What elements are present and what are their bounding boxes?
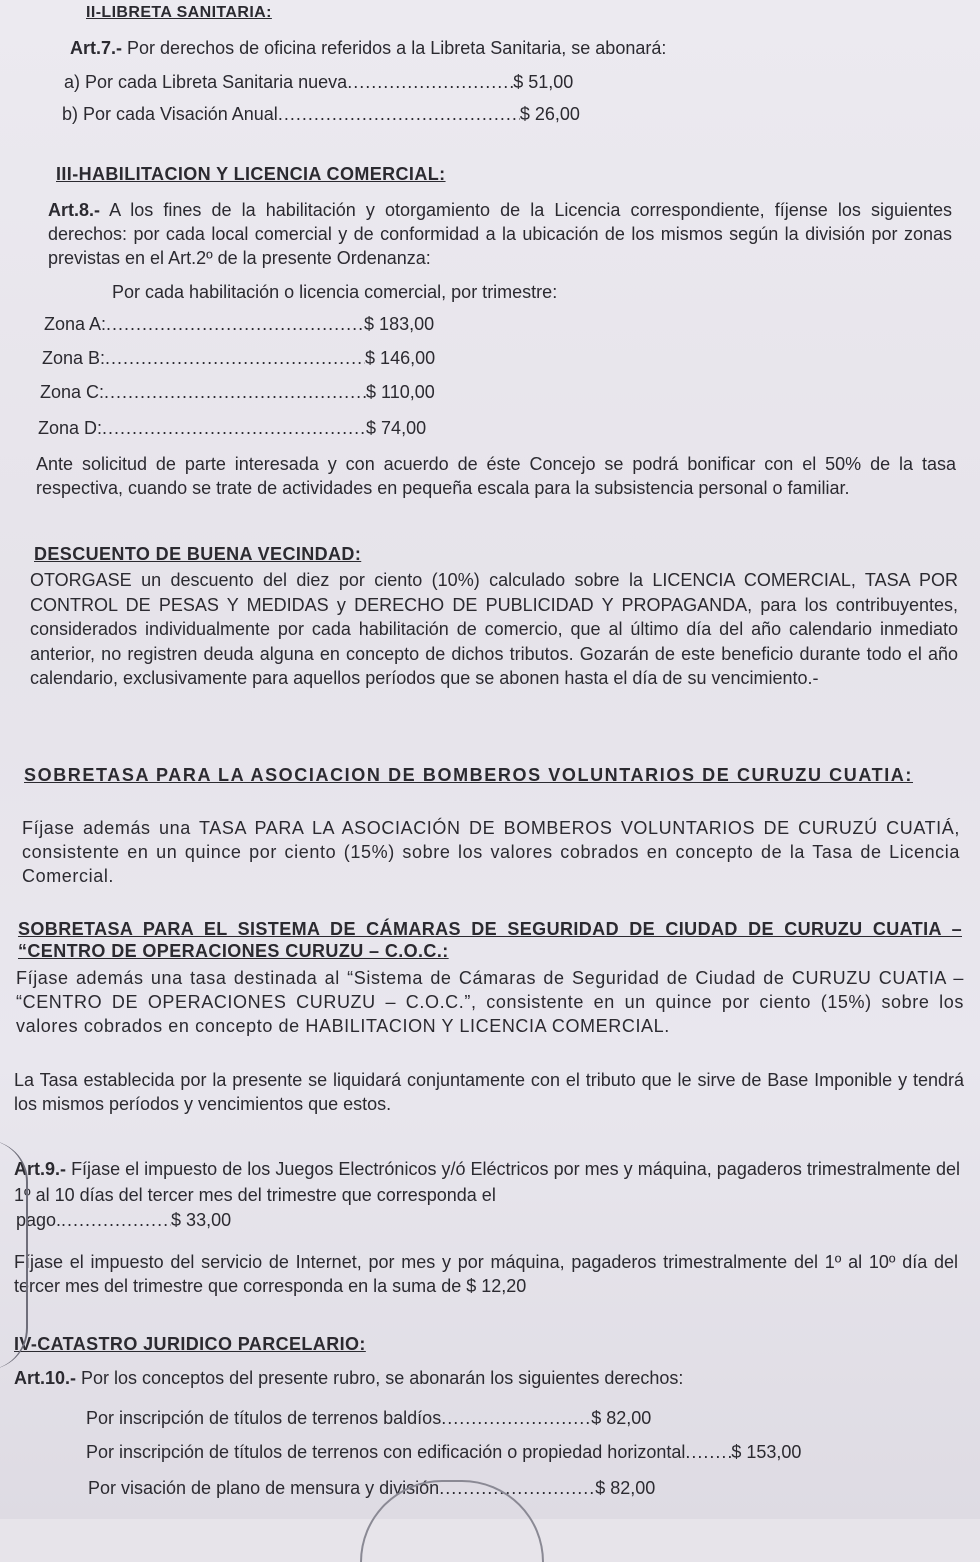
camaras-paragraph-2: La Tasa establecida por la presente se liquidará conjuntamente con el tributo que le sirve de Base Imponible y tendrá los mismos períodos y vencimientos que estos. [14, 1070, 964, 1114]
fee-price: $ 82,00 [595, 1478, 656, 1498]
fee-label: pago. [16, 1210, 62, 1230]
section-heading: II-LIBRETA SANITARIA: [86, 4, 272, 21]
article-label: Art.9.- [14, 1159, 67, 1179]
fee-row [62, 102, 580, 126]
fee-price: $ 26,00 [519, 104, 580, 124]
article-text: Por los conceptos del presente rubro, se abonarán los siguientes derechos: [81, 1368, 684, 1388]
article-label: Art.10.- [14, 1368, 77, 1388]
fee-price: $ 82,00 [591, 1408, 652, 1428]
art9-paragraph [14, 1156, 960, 1208]
leader-dots [347, 70, 513, 94]
zone-price: $ 74,00 [366, 418, 427, 438]
zone-row [40, 380, 435, 404]
fee-label: Por visación de plano de mensura y división [88, 1478, 440, 1498]
zone-label: Zona A: [44, 314, 107, 334]
zone-row [38, 416, 426, 440]
zone-price: $ 146,00 [365, 348, 436, 368]
fee-label: b) Por cada Visación Anual [62, 104, 278, 124]
zone-price: $ 110,00 [366, 382, 435, 402]
fee-price: $ 51,00 [513, 72, 574, 92]
section-heading: III-HABILITACION Y LICENCIA COMERCIAL: [56, 164, 446, 184]
article-label: Art.8.- [48, 200, 101, 220]
art8-paragraph [48, 198, 952, 270]
zone-label: Zona C: [40, 382, 105, 402]
fee-row [88, 1476, 655, 1500]
internet-paragraph: Fíjase el impuesto del servicio de Internet, por mes y por máquina, pagaderos trimestralmente del 1º al 10º día del tercer mes del trimestre que corresponda en la suma de $ 12,20 [14, 1252, 958, 1296]
art10-paragraph [14, 1366, 683, 1390]
article-text: Por derechos de oficina referidos a la Libreta Sanitaria, se abonará: [127, 38, 667, 58]
camaras-paragraph: Fíjase además una tasa destinada al “Sistema de Cámaras de Seguridad de Ciudad de CURUZU CUATIA – “CENTRO DE OPERACIONES CURUZU – C.O.C.”, consistente en un quince por ciento (15%) sobre los valores cobrados en concepto de HABILITACION Y LICENCIA COMERCIAL. [16, 968, 964, 1036]
leader-dots [685, 1440, 731, 1464]
article-text: A los fines de la habilitación y otorgamiento de la Licencia correspondiente, fíjense los siguientes derechos: por cada local comercial y de conformidad a la ubicación de los mismos según la división por zonas previstas en el Art.2º de la presente Ordenanza: [48, 200, 952, 268]
fee-label: a) Por cada Libreta Sanitaria nueva [64, 72, 348, 92]
section-heading: SOBRETASA PARA EL SISTEMA DE CÁMARAS DE SEGURIDAD DE CIUDAD DE CURUZU CUATIA – “CENTRO DE OPERACIONES CURUZU – C.O.C.: [18, 919, 962, 961]
fee-price: $ 33,00 [171, 1210, 232, 1230]
leader-dots [104, 380, 366, 404]
art7-paragraph [70, 36, 666, 60]
bonus-paragraph: Ante solicitud de parte interesada y con acuerdo de éste Concejo se podrá bonificar con el 50% de la tasa respectiva, cuando se trate de actividades en pequeña escala para la subsistencia personal o familiar. [36, 454, 956, 498]
zone-row [42, 346, 435, 370]
zone-label: Zona B: [42, 348, 106, 368]
leader-dots [105, 346, 365, 370]
fee-label: Por inscripción de títulos de terrenos baldíos [86, 1408, 442, 1428]
fee-row [86, 1440, 801, 1464]
leader-dots [106, 312, 364, 336]
per-trimester-label: Por cada habilitación o licencia comercial, por trimestre: [112, 282, 558, 302]
zone-row [44, 312, 434, 336]
article-text: Fíjase el impuesto de los Juegos Electrónicos y/ó Eléctricos por mes y máquina, pagaderos trimestralmente del 1º al 10 días del tercer mes del trimestre que corresponda el [14, 1159, 960, 1205]
leader-dots [102, 416, 366, 440]
stamp-mark [0, 1140, 28, 1370]
leader-dots [278, 102, 520, 126]
section-heading: SOBRETASA PARA LA ASOCIACION DE BOMBEROS VOLUNTARIOS DE CURUZU CUATIA: [24, 765, 913, 785]
descuento-paragraph: OTORGASE un descuento del diez por ciento (10%) calculado sobre la LICENCIA COMERCIAL, TASA POR CONTROL DE PESAS Y MEDIDAS y DERECHO DE PUBLICIDAD Y PROPAGANDA, para los contribuyentes, considerados individualmente por cada habilitación de comercio, que al último día del año calendario inmediato anterior, no registren deuda alguna en concepto de dichos tributos. Gozarán de este beneficio durante todo el año calendario, exclusivamente para aquellos períodos que se abonen hasta el día de su vencimiento.- [30, 570, 958, 688]
fee-row [16, 1208, 231, 1232]
leader-dots [441, 1406, 591, 1430]
section-heading: DESCUENTO DE BUENA VECINDAD: [34, 544, 362, 564]
section-heading: IV-CATASTRO JURIDICO PARCELARIO: [14, 1334, 366, 1354]
zone-label: Zona D: [38, 418, 103, 438]
bomberos-paragraph: Fíjase además una TASA PARA LA ASOCIACIÓN DE BOMBEROS VOLUNTARIOS DE CURUZÚ CUATIÁ, consistente en un quince por ciento (15%) sobre los valores cobrados en concepto de la Tasa de Licencia Comercial. [22, 818, 960, 886]
leader-dots [61, 1208, 171, 1232]
fee-row [86, 1406, 651, 1430]
fee-label: Por inscripción de títulos de terrenos con edificación o propiedad horizontal [86, 1442, 686, 1462]
zone-price: $ 183,00 [364, 314, 435, 334]
fee-row [64, 70, 573, 94]
article-label: Art.7.- [70, 38, 123, 58]
fee-price: $ 153,00 [731, 1442, 802, 1462]
